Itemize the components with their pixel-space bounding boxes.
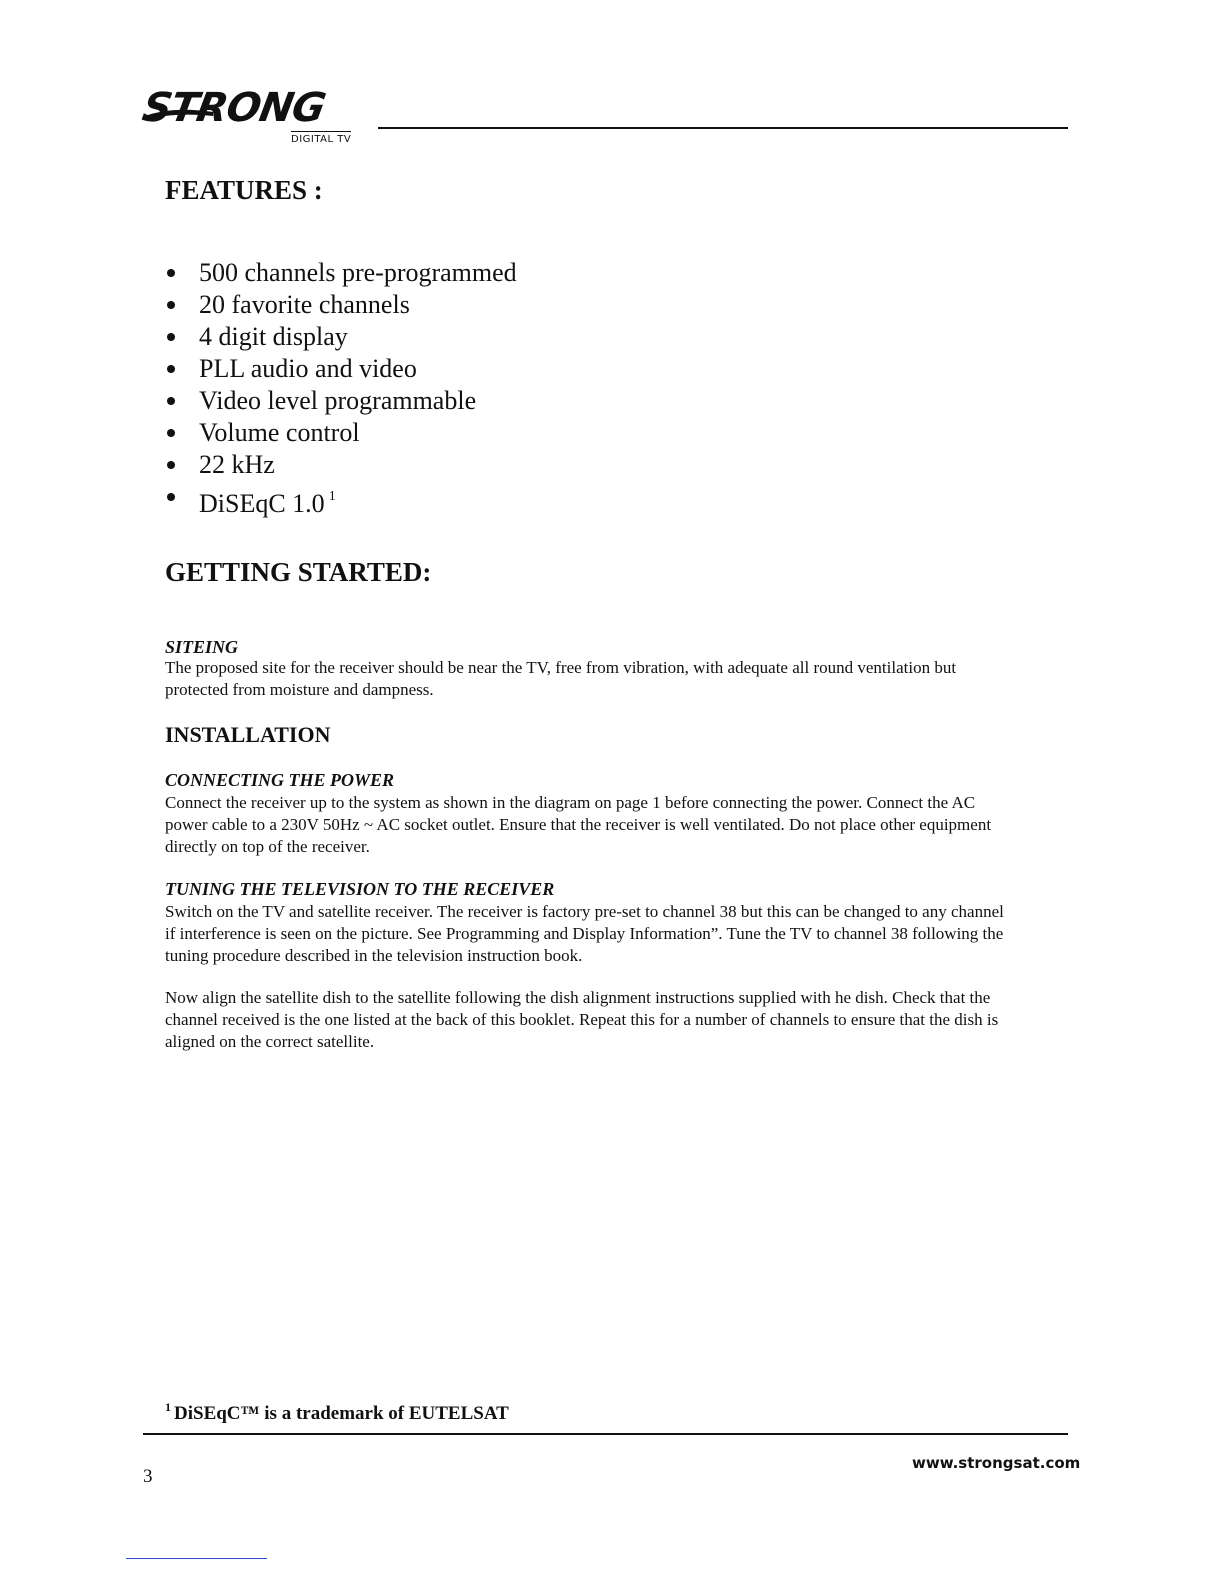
bullet-icon <box>167 429 175 437</box>
getting-started-title: GETTING STARTED: <box>165 557 432 587</box>
feature-item: Volume control <box>165 417 517 449</box>
bullet-icon <box>167 365 175 373</box>
feature-item: Video level programmable <box>165 385 517 417</box>
feature-item: 4 digit display <box>165 321 517 353</box>
tuning-heading: TUNING THE TELEVISION TO THE RECEIVER <box>165 879 555 899</box>
footnote-marker: 1 <box>165 1400 171 1414</box>
dish-alignment-paragraph: Now align the satellite dish to the satellite following the dish alignment instructions supplied with he dish. Check that the channel received is the one listed at the back of this booklet. Repeat this for a number of channels to ensure that the dish is aligned on the correct satellite. <box>165 988 999 1051</box>
bullet-icon <box>167 493 175 501</box>
bullet-icon <box>167 269 175 277</box>
feature-item: 22 kHz <box>165 449 517 481</box>
features-list <box>165 257 517 520</box>
siteing-heading: SITEING <box>165 637 239 657</box>
strong-logo <box>138 85 363 146</box>
installation-title: INSTALLATION <box>165 722 331 747</box>
feature-item: 500 channels pre-programmed <box>165 257 517 289</box>
connecting-power-paragraph: Connect the receiver up to the system as shown in the diagram on page 1 before connecting the power. Connect the AC power cable to a 230V 50Hz ~ AC socket outlet. Ensure that the receiver is well ventilated. Do not place other equipment directly on top of the receiver. <box>165 793 992 856</box>
siteing-paragraph: The proposed site for the receiver should be near the TV, free from vibration, with adequate all round ventilation but protected from moisture and dampness. <box>165 658 957 699</box>
features-title: FEATURES : <box>165 175 323 205</box>
footer-rule <box>143 1433 1068 1435</box>
bullet-icon <box>167 333 175 341</box>
footnote-reference[interactable]: 1 <box>328 489 336 504</box>
feature-item: PLL audio and video <box>165 353 517 385</box>
header-rule <box>378 127 1068 129</box>
bullet-icon <box>167 461 175 469</box>
bullet-icon <box>167 397 175 405</box>
logo-subtext: DIGITAL TV <box>291 131 351 145</box>
tuning-paragraph: Switch on the TV and satellite receiver. The receiver is factory pre-set to channel 38 but this can be changed to any channel if interference is seen on the picture. See Programming and Display Information”. Tune the TV to channel 38 following the tuning procedure described in the television instruction book. <box>165 902 1004 965</box>
logo-wordmark: STRONG <box>138 85 329 131</box>
footnote <box>165 1400 509 1425</box>
footnote-text: DiSEqC™ is a trademark of EUTELSAT <box>174 1403 509 1424</box>
connecting-power-heading: CONNECTING THE POWER <box>165 770 395 790</box>
bullet-icon <box>167 301 175 309</box>
website-link[interactable]: www.strongsat.com <box>912 1454 1081 1472</box>
feature-item: 20 favorite channels <box>165 289 517 321</box>
feature-item: DiSEqC 1.0 $^1$ <box>165 481 517 520</box>
page-number: 3 <box>143 1466 153 1487</box>
link-underline <box>126 1558 267 1559</box>
